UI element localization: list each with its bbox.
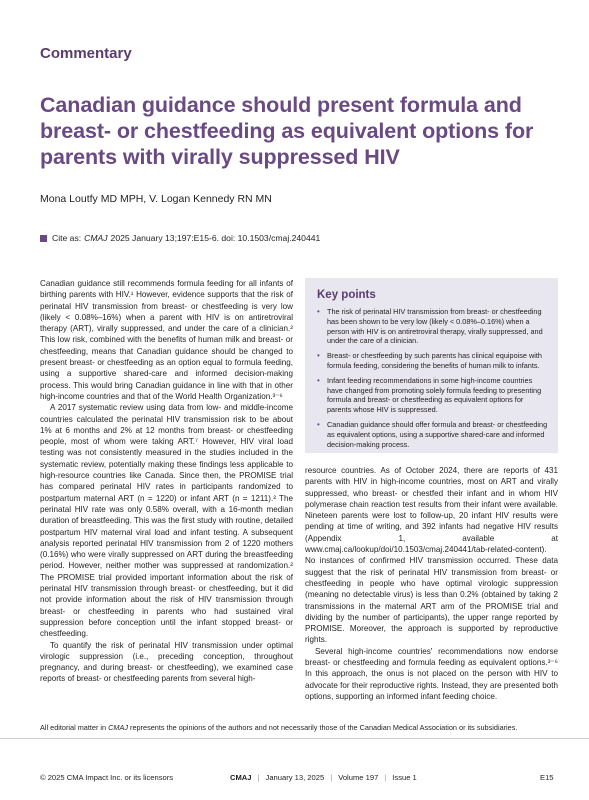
key-points-box bbox=[305, 278, 558, 453]
footer-journal: CMAJ bbox=[230, 773, 252, 782]
key-point-item: • Canadian guidance should offer formula and breast- or chestfeeding as equivalent options, using a supportive shared-care and informed decision-making process. bbox=[317, 419, 548, 449]
body-paragraph: Several high-income countries' recommendations now endorse breast- or chestfeeding and formula feeding as equivalent options.³⁻⁶ In this approach, the onus is not placed on the person with HIV to advocate for their reproductive rights. Instead, they are presented both options, supporting an informed infant feeding choice. bbox=[305, 646, 558, 701]
cite-journal: CMAJ bbox=[84, 233, 108, 243]
cite-prefix: Cite as: bbox=[52, 233, 82, 243]
body-paragraph: To quantify the risk of perinatal HIV transmission under optimal virologic suppression (i.e., preceding conception, throughout pregnancy, and during breast- or chestfeeding), we examined case reports of breast- or chestfeeding parents from several high- bbox=[40, 640, 293, 684]
body-column-left bbox=[40, 278, 293, 685]
bullet-icon: • bbox=[317, 307, 320, 316]
bullet-icon: • bbox=[317, 419, 320, 429]
square-bullet-icon bbox=[40, 235, 47, 242]
footer-issue-info: CMAJ | January 13, 2025 | Volume 197 | Issue 1 bbox=[230, 773, 417, 782]
footer-volume: Volume 197 bbox=[338, 773, 379, 782]
cite-details: 2025 January 13;197:E15-6. doi: 10.1503/cmaj.240441 bbox=[110, 233, 321, 243]
citation-line bbox=[40, 233, 320, 243]
body-column-right bbox=[305, 465, 558, 702]
footer-divider bbox=[0, 738, 589, 739]
footer-copyright: © 2025 CMA Impact Inc. or its licensors bbox=[40, 773, 174, 782]
footer-date: January 13, 2025 bbox=[265, 773, 325, 782]
editorial-disclaimer: All editorial matter in CMAJ represents the opinions of the authors and not necessarily those of the Canadian Medical Association or its subsidiaries. bbox=[40, 723, 518, 732]
body-paragraph: A 2017 systematic review using data from low- and middle-income countries calculated the perinatal HIV transmission risk to be about 1% at 6 months and 2% at 12 months from breast- or chestfeeding people, most of whom were taking ART.⁷ However, HIV viral load testing was not consistently measured in the studies included in the systematic review, potentially making these findings less applicable to high-resource countries like Canada. Since then, the PROMISE trial has compared perinatal HIV rates in participants randomized to postpartum maternal ART (n = 1220) or infant ART (n = 1211).² The perinatal HIV rate was only 0.58% overall, with a 16-month median duration of breastfeeding. This was the first study with routine, detailed postpartum HIV maternal viral load and infant testing. A subsequent analysis reported perinatal HIV transmission from 2 of 1220 mothers (0.16%) who were virally suppressed on ART during the breastfeeding period. However, neither mother was suppressed at randomization.² The PROMISE trial provided important information about the risk of perinatal HIV transmission through breast- or chestfeeding, but it did not provide information about the risk of HIV transmission through breast- or chestfeeding in parents who had sustained viral suppression before conception until the infant stopped breast- or chestfeeding. bbox=[40, 403, 293, 639]
key-points-heading: Key points bbox=[317, 289, 376, 301]
page-number: E15 bbox=[540, 773, 554, 782]
body-paragraph: Canadian guidance still recommends formula feeding for all infants of birthing parents with HIV.¹ However, evidence supports that the risk of perinatal HIV transmission from breast- or chestfeeding is very low (likely < 0.08%–16%) when a parent with HIV is on antiretroviral therapy (ART), virally suppressed, and under the care of a clinician.² This low risk, combined with the benefits of human milk and breast- or chestfeeding, means that Canadian guidance should be changed to present breast- or chestfeeding as an option equal to formula feeding, using a supportive shared-care and informed decision-making process. This would bring Canadian guidance in line with that in other high-income countries and that of the World Health Organization.³⁻⁶ bbox=[40, 279, 293, 401]
article-title: Canadian guidance should present formula and breast- or chestfeeding as equivalent options for parents with virally suppressed HIV bbox=[40, 93, 534, 169]
key-point-item: • Breast- or chestfeeding by such parents has clinical equipoise with formula feeding, considering the benefits of human milk to infants. bbox=[317, 351, 542, 370]
bullet-icon: • bbox=[317, 351, 320, 361]
key-point-item: • Infant feeding recommendations in some high-income countries have changed from promoting solely formula feeding to presenting formula and breast- or chestfeeding as equivalent options for parents whose HIV is suppressed. bbox=[317, 375, 542, 415]
body-paragraph: resource countries. As of October 2024, there are reports of 431 parents with HIV in high-income countries, most on ART and virally suppressed, who breast- or chestfed their infant and in whom HIV polymerase chain reaction test results from their infant were available. Nineteen parents were lost to follow-up, 20 infant HIV results were pending at time of writing, and 392 infants had negative HIV results (Appendix 1, available at www.cmaj.ca/lookup/doi/10.1503/cmaj.240441/tab-related-content). No instances of confirmed HIV transmission occurred. These data suggest that the risk of perinatal HIV transmission from breast- or chestfeeding in people who have optimal virologic suppression (meaning no detectable virus) is less than 0.2% (obtained by taking 2 transmissions in the maternal ART arm of the PROMISE trial and dividing by the number of participants), the upper range reported by PROMISE. Moreover, the approach is supported by reproductive rights. bbox=[305, 466, 558, 645]
key-points-list bbox=[317, 307, 548, 449]
bullet-icon: • bbox=[317, 375, 320, 385]
key-point-item: • The risk of perinatal HIV transmission from breast- or chestfeeding has been shown to be very low (likely < 0.08%–0.16%) when a person with HIV is on antiretroviral therapy, virally suppressed, and under the care of a clinician. bbox=[317, 307, 543, 346]
footer-issue: Issue 1 bbox=[392, 773, 417, 782]
section-label: Commentary bbox=[40, 45, 132, 62]
author-list: Mona Loutfy MD MPH, V. Logan Kennedy RN MN bbox=[40, 193, 272, 205]
